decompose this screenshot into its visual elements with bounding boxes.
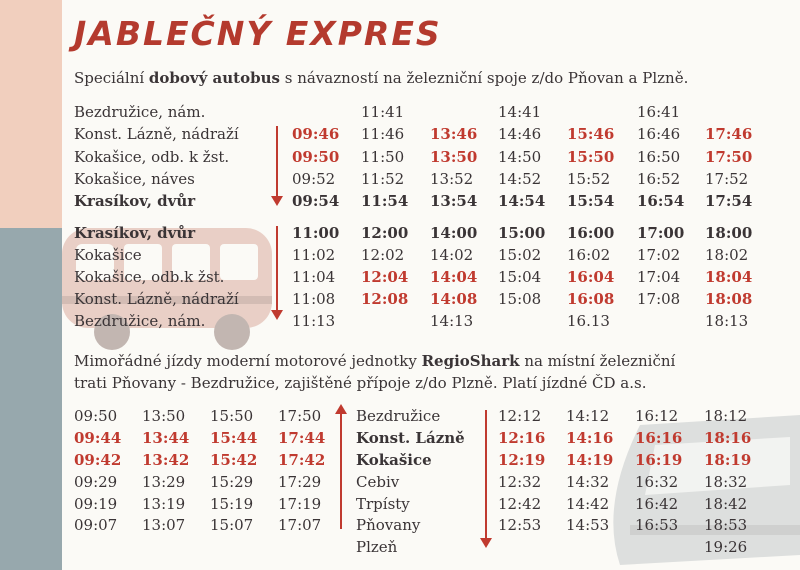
train-time: 17:50 bbox=[278, 407, 322, 425]
departure-time: 17:08 bbox=[637, 290, 681, 308]
arrow-down-icon bbox=[480, 538, 492, 548]
train-time: 14:53 bbox=[566, 516, 610, 534]
departure-time: 18:04 bbox=[705, 268, 753, 286]
departure-time: 13:54 bbox=[430, 192, 478, 210]
train-time: 09:42 bbox=[74, 451, 122, 469]
train-time: 13:29 bbox=[142, 473, 186, 491]
departure-time: 14:41 bbox=[498, 103, 542, 121]
train-time: 14:42 bbox=[566, 495, 610, 513]
direction-bar bbox=[485, 410, 487, 540]
departure-time: 11:41 bbox=[361, 103, 405, 121]
train-time: 12:53 bbox=[498, 516, 542, 534]
train-time: 15:07 bbox=[210, 516, 254, 534]
departure-time: 14:13 bbox=[430, 312, 474, 330]
departure-time: 11:13 bbox=[292, 312, 336, 330]
train-time: 17:19 bbox=[278, 495, 322, 513]
train-time: 13:42 bbox=[142, 451, 190, 469]
train-time: 18:16 bbox=[704, 429, 752, 447]
departure-time: 14:52 bbox=[498, 170, 542, 188]
train-time: 16:19 bbox=[635, 451, 683, 469]
departure-time: 11:02 bbox=[292, 246, 336, 264]
train-time: 09:19 bbox=[74, 495, 118, 513]
departure-time: 16:00 bbox=[567, 224, 615, 242]
station-name: Kokašice bbox=[356, 451, 432, 469]
train-name-bold: RegioShark bbox=[421, 352, 520, 370]
departure-time: 12:04 bbox=[361, 268, 409, 286]
stop-name: Kokašice, odb.k žst. bbox=[74, 268, 225, 286]
departure-time: 13:46 bbox=[430, 125, 478, 143]
stop-name: Bezdružice, nám. bbox=[74, 312, 206, 330]
train-intro-text-end: na místní železniční bbox=[519, 352, 676, 370]
train-time: 19:26 bbox=[704, 538, 748, 556]
train-time: 17:07 bbox=[278, 516, 322, 534]
train-time: 18:53 bbox=[704, 516, 748, 534]
stop-name: Kokašice, odb. k žst. bbox=[74, 148, 230, 166]
page-title: JABLEČNÝ EXPRES bbox=[74, 14, 442, 53]
departure-time: 16:04 bbox=[567, 268, 615, 286]
train-time: 13:19 bbox=[142, 495, 186, 513]
departure-time: 11:00 bbox=[292, 224, 340, 242]
intro-paragraph bbox=[74, 67, 688, 89]
arrow-down-icon bbox=[271, 196, 283, 206]
stop-name: Bezdružice, nám. bbox=[74, 103, 206, 121]
departure-time: 09:50 bbox=[292, 148, 340, 166]
stop-name: Kokašice bbox=[74, 246, 142, 264]
departure-time: 13:52 bbox=[430, 170, 474, 188]
train-time: 17:44 bbox=[278, 429, 326, 447]
departure-time: 11:50 bbox=[361, 148, 405, 166]
direction-bar bbox=[340, 413, 342, 529]
stop-name: Konst. Lázně, nádraží bbox=[74, 290, 239, 308]
departure-time: 17:52 bbox=[705, 170, 749, 188]
departure-time: 17:00 bbox=[637, 224, 685, 242]
train-time: 16:32 bbox=[635, 473, 679, 491]
train-time: 14:32 bbox=[566, 473, 610, 491]
departure-time: 15:04 bbox=[498, 268, 542, 286]
train-time: 13:50 bbox=[142, 407, 186, 425]
train-time: 16:42 bbox=[635, 495, 679, 513]
departure-time: 17:46 bbox=[705, 125, 753, 143]
departure-time: 18:00 bbox=[705, 224, 753, 242]
departure-time: 11:52 bbox=[361, 170, 405, 188]
departure-time: 11:08 bbox=[292, 290, 336, 308]
train-time: 17:29 bbox=[278, 473, 322, 491]
train-time: 17:42 bbox=[278, 451, 326, 469]
station-name: Konst. Lázně bbox=[356, 429, 465, 447]
departure-time: 14:50 bbox=[498, 148, 542, 166]
departure-time: 15:00 bbox=[498, 224, 546, 242]
departure-time: 09:54 bbox=[292, 192, 340, 210]
decorative-band-bottom bbox=[0, 228, 62, 570]
train-time: 13:07 bbox=[142, 516, 186, 534]
train-time: 14:16 bbox=[566, 429, 614, 447]
train-intro-text: Mimořádné jízdy moderní motorové jednotky bbox=[74, 352, 422, 370]
departure-time: 17:50 bbox=[705, 148, 753, 166]
departure-time: 12:00 bbox=[361, 224, 409, 242]
departure-time: 17:54 bbox=[705, 192, 753, 210]
train-time: 09:29 bbox=[74, 473, 118, 491]
departure-time: 16:54 bbox=[637, 192, 685, 210]
train-time: 09:44 bbox=[74, 429, 122, 447]
train-time: 18:42 bbox=[704, 495, 748, 513]
departure-time: 12:08 bbox=[361, 290, 409, 308]
intro-text: Speciální bbox=[74, 69, 149, 87]
direction-bar bbox=[276, 226, 278, 312]
station-name: Trpísty bbox=[356, 495, 410, 513]
train-time: 14:12 bbox=[566, 407, 610, 425]
train-time: 18:12 bbox=[704, 407, 748, 425]
train-time: 16:53 bbox=[635, 516, 679, 534]
departure-time: 15:54 bbox=[567, 192, 615, 210]
departure-time: 09:52 bbox=[292, 170, 336, 188]
departure-time: 17:04 bbox=[637, 268, 681, 286]
train-time: 12:42 bbox=[498, 495, 542, 513]
departure-time: 15:46 bbox=[567, 125, 615, 143]
train-intro-line2: trati Pňovany - Bezdružice, zajištěné přípoje z/do Plzně. Platí jízdné ČD a.s. bbox=[74, 374, 647, 392]
train-time: 13:44 bbox=[142, 429, 190, 447]
train-intro-line1 bbox=[74, 350, 675, 372]
train-time: 15:29 bbox=[210, 473, 254, 491]
departure-time: 16:08 bbox=[567, 290, 615, 308]
train-time: 15:19 bbox=[210, 495, 254, 513]
train-time: 12:19 bbox=[498, 451, 546, 469]
train-time: 09:07 bbox=[74, 516, 118, 534]
arrow-down-icon bbox=[271, 310, 283, 320]
train-time: 16:16 bbox=[635, 429, 683, 447]
departure-time: 14:00 bbox=[430, 224, 478, 242]
stop-name: Konst. Lázně, nádraží bbox=[74, 125, 239, 143]
departure-time: 09:46 bbox=[292, 125, 340, 143]
departure-time: 12:02 bbox=[361, 246, 405, 264]
departure-time: 13:50 bbox=[430, 148, 478, 166]
departure-time: 11:54 bbox=[361, 192, 409, 210]
departure-time: 16.13 bbox=[567, 312, 610, 330]
station-name: Pňovany bbox=[356, 516, 421, 534]
departure-time: 16:46 bbox=[637, 125, 681, 143]
train-time: 12:12 bbox=[498, 407, 542, 425]
departure-time: 11:04 bbox=[292, 268, 336, 286]
departure-time: 14:46 bbox=[498, 125, 542, 143]
departure-time: 14:54 bbox=[498, 192, 546, 210]
departure-time: 14:08 bbox=[430, 290, 478, 308]
station-name: Bezdružice bbox=[356, 407, 441, 425]
decorative-band-top bbox=[0, 0, 62, 228]
station-name: Plzeň bbox=[356, 538, 398, 556]
train-illustration-icon bbox=[600, 405, 800, 570]
train-time: 18:32 bbox=[704, 473, 748, 491]
intro-text-end: s návazností na železniční spoje z/do Pňovan a Plzně. bbox=[279, 69, 689, 87]
train-time: 12:32 bbox=[498, 473, 542, 491]
train-time: 18:19 bbox=[704, 451, 752, 469]
departure-time: 18:02 bbox=[705, 246, 749, 264]
departure-time: 15:08 bbox=[498, 290, 542, 308]
departure-time: 16:02 bbox=[567, 246, 611, 264]
departure-time: 15:02 bbox=[498, 246, 542, 264]
departure-time: 16:50 bbox=[637, 148, 681, 166]
train-time: 16:12 bbox=[635, 407, 679, 425]
direction-bar bbox=[276, 126, 278, 198]
departure-time: 16:52 bbox=[637, 170, 681, 188]
departure-time: 18:08 bbox=[705, 290, 753, 308]
stop-name: Kokašice, náves bbox=[74, 170, 195, 188]
departure-time: 15:50 bbox=[567, 148, 615, 166]
departure-time: 11:46 bbox=[361, 125, 405, 143]
train-time: 09:50 bbox=[74, 407, 118, 425]
departure-time: 18:13 bbox=[705, 312, 749, 330]
stop-name: Krasíkov, dvůr bbox=[74, 192, 196, 210]
intro-bold-text: dobový autobus bbox=[148, 69, 280, 87]
stop-name: Krasíkov, dvůr bbox=[74, 224, 196, 242]
train-time: 12:16 bbox=[498, 429, 546, 447]
departure-time: 15:52 bbox=[567, 170, 611, 188]
train-time: 15:50 bbox=[210, 407, 254, 425]
departure-time: 16:41 bbox=[637, 103, 681, 121]
station-name: Cebiv bbox=[356, 473, 400, 491]
train-time: 15:42 bbox=[210, 451, 258, 469]
departure-time: 14:02 bbox=[430, 246, 474, 264]
departure-time: 17:02 bbox=[637, 246, 681, 264]
departure-time: 14:04 bbox=[430, 268, 478, 286]
train-time: 15:44 bbox=[210, 429, 258, 447]
train-time: 14:19 bbox=[566, 451, 614, 469]
